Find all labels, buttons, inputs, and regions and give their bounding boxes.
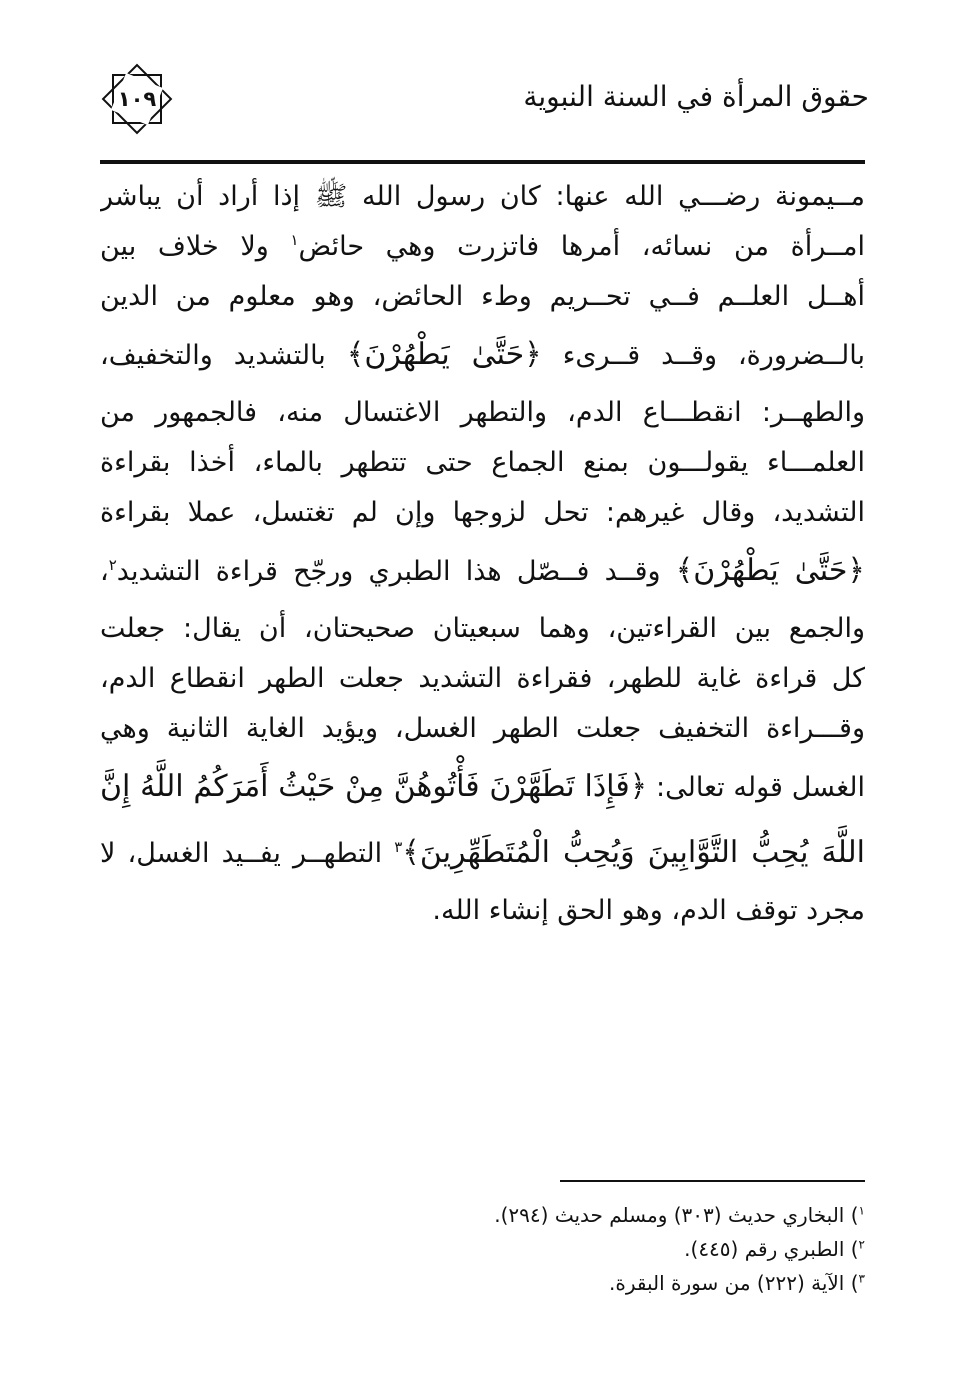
footnote-marker: ١	[858, 1203, 865, 1218]
footnote-divider	[560, 1180, 865, 1182]
text-line: العلمـــاء يقولـــون بمنع الجماع حتى تتطهر بالماء، أخذا بقراءة	[100, 447, 865, 478]
footnote-ref: ١	[290, 231, 299, 249]
quran-quote: ﴿حَتَّىٰ يَطْهُرْنَ﴾	[346, 337, 542, 372]
footnote-ref: ٣	[394, 838, 403, 856]
text-line: والجمع بين القراءتين، وهما سبعيتان صحيحتان، أن يقال: جعلت	[100, 613, 865, 644]
footnote-marker: ٣	[858, 1271, 865, 1286]
body-text	[100, 172, 865, 936]
page-number-badge	[100, 62, 174, 136]
footnote-marker: ٢	[858, 1237, 865, 1252]
text-line: بالــضرورة، وقــد قــرىء ﴿حَتَّىٰ يَطْهُرْنَ﴾ بالتشديد والتخفيف،	[100, 337, 865, 372]
footnote: $^٣$) الآية (٢٢٢) من سورة البقرة.	[609, 1271, 865, 1295]
text-line: مــيمونة رضـــي الله عنها: كان رسول الله ﷺ إذا أراد أن يباشر	[100, 181, 865, 212]
running-title: حقوق المرأة في السنة النبوية	[523, 80, 869, 113]
text-line: الغسل قوله تعالى: ﴿فَإِذَا تَطَهَّرْنَ فَأْتُوهُنَّ مِنْ حَيْثُ أَمَرَكُمُ اللَّهُ إِنَّ	[100, 769, 865, 804]
text-line: مجرد توقف الدم، وهو الحق إنشاء الله.	[432, 895, 865, 926]
text-line: أهــل العلــم فــي تحــريم وطء الحائض، وهو معلوم من الدين	[100, 281, 865, 312]
footnote-ref: ٢	[108, 556, 117, 574]
text-line: كل قراءة غاية للطهر، فقراءة التشديد جعلت الطهر انقطاع الدم،	[100, 663, 865, 694]
text-line: التشديد، وقال غيرهم: تحل لزوجها وإن لم تغتسل، عملا بقراءة	[100, 497, 865, 528]
quran-quote: ﴿فَإِذَا تَطَهَّرْنَ فَأْتُوهُنَّ مِنْ حَيْثُ أَمَرَكُمُ اللَّهُ إِنَّ	[100, 769, 648, 804]
text-line: اللَّهَ يُحِبُّ التَّوَّابِينَ وَيُحِبُّ الْمُتَطَهِّرِينَ﴾$^٣$ التطهــر يفــيد الغسل، لا	[100, 835, 865, 870]
quran-quote: اللَّهَ يُحِبُّ التَّوَّابِينَ وَيُحِبُّ الْمُتَطَهِّرِينَ﴾	[402, 835, 865, 870]
text-line: وقـــراءة التخفيف جعلت الطهر الغسل، ويؤيد الغاية الثانية وهي	[100, 713, 865, 744]
text-line: ﴿حَتَّىٰ يَطْهُرْنَ﴾ وقــد فــصّل هذا الطبري ورجّح قراءة التشديد$^٢$،	[100, 553, 865, 588]
quran-quote: ﴿حَتَّىٰ يَطْهُرْنَ﴾	[675, 553, 865, 588]
page-number: ١٠٩	[117, 87, 157, 111]
footnote: $^١$) البخاري حديث (٣٠٣) ومسلم حديث (٢٩٤).	[494, 1203, 865, 1227]
text-line: والطهــر: انقطـــاع الدم، والتطهر الاغتسال منه، فالجمهور من	[100, 397, 865, 428]
footnotes	[300, 1198, 865, 1300]
header-divider	[100, 160, 865, 164]
footnote: $^٢$) الطبري رقم (٤٤٥).	[684, 1237, 865, 1261]
text-line: امــرأة من نسائه، أمرها فاتزرت وهي حائض$^١$ ولا خلاف بين	[100, 231, 865, 262]
